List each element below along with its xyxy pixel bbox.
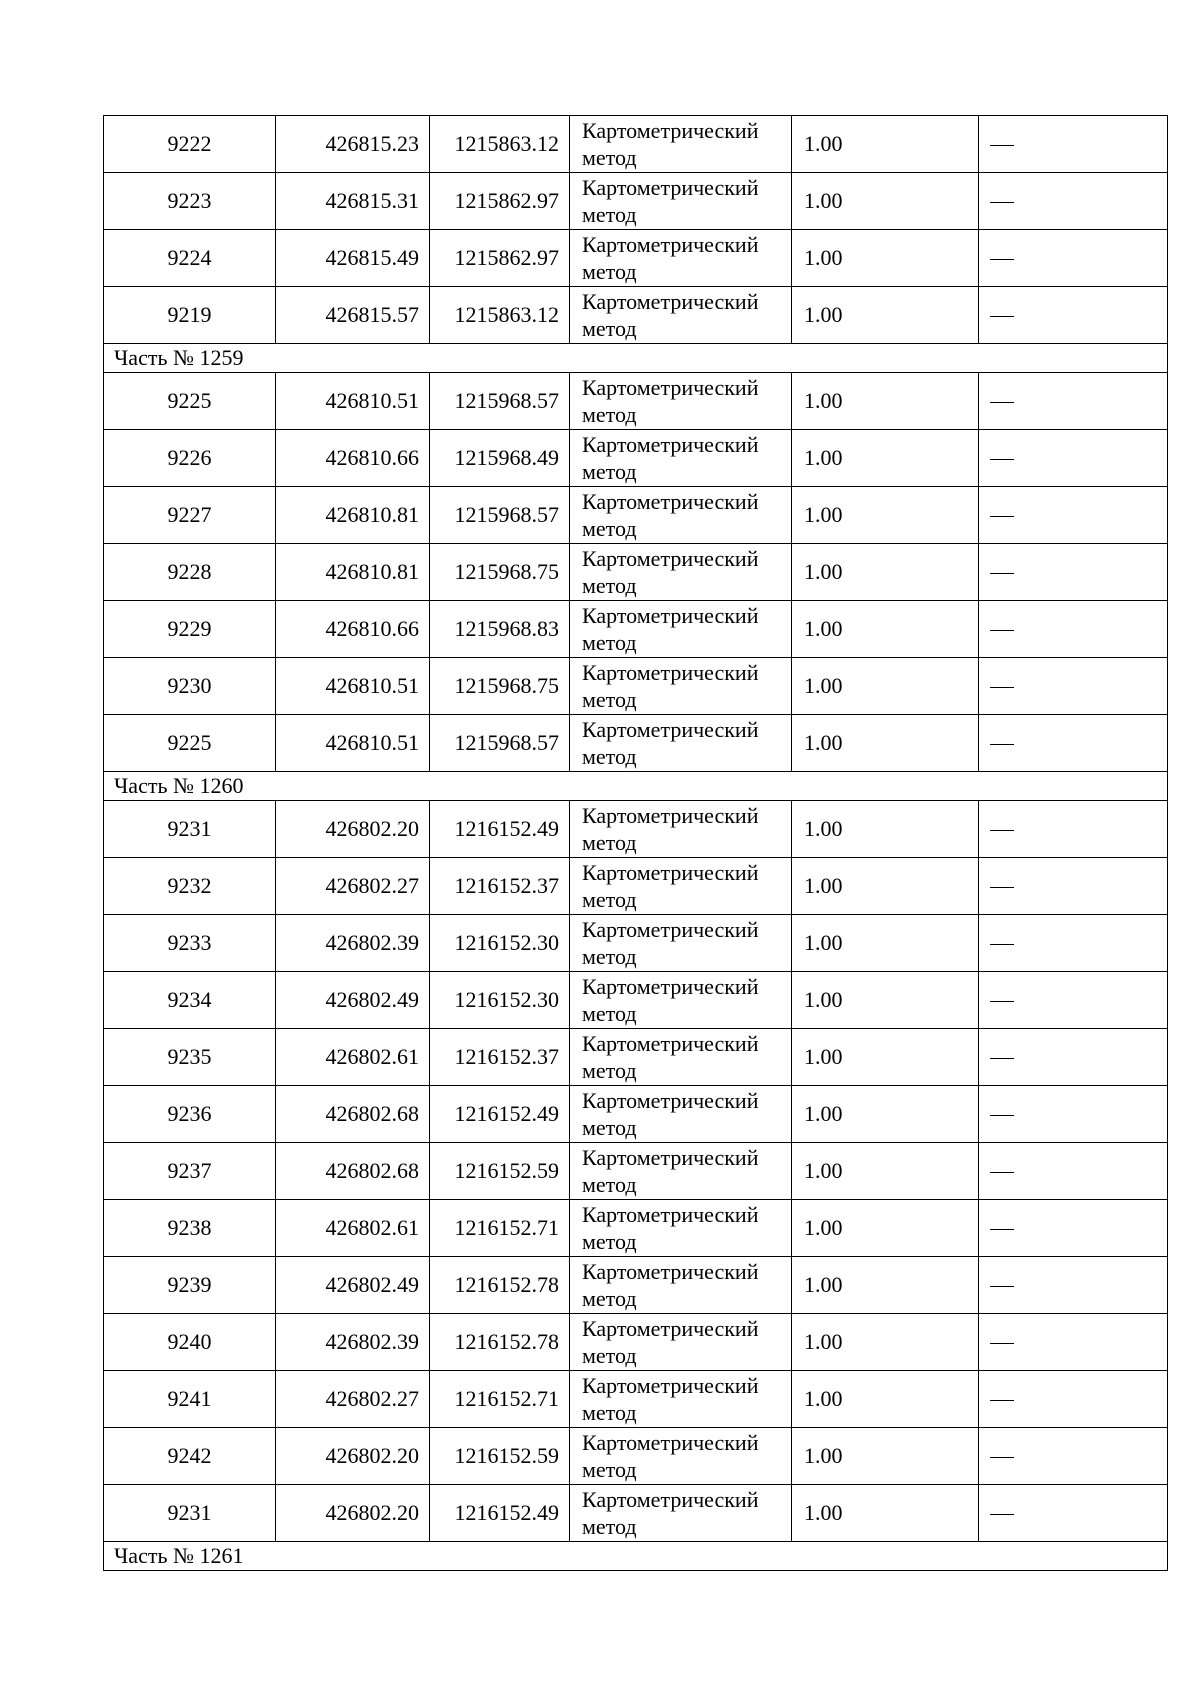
dash-mark — [990, 316, 1014, 317]
x-coordinate-cell: 426802.49 — [276, 1257, 430, 1314]
description-cell — [979, 801, 1168, 858]
dash-mark — [990, 830, 1014, 831]
description-cell — [979, 1029, 1168, 1086]
dash-mark — [990, 1286, 1014, 1287]
method-cell — [570, 1314, 792, 1371]
method-line-1: Картометрический — [582, 603, 759, 628]
dash-mark — [990, 1001, 1014, 1002]
table-row — [104, 972, 1168, 1029]
method-line-2: метод — [582, 1001, 637, 1026]
method-line-2: метод — [582, 1457, 637, 1482]
table-row — [104, 1143, 1168, 1200]
method-line-1: Картометрический — [582, 489, 759, 514]
description-cell — [979, 1200, 1168, 1257]
x-coordinate-cell: 426802.61 — [276, 1029, 430, 1086]
accuracy-cell: 1.00 — [792, 1029, 979, 1086]
accuracy-cell: 1.00 — [792, 116, 979, 173]
method-line-2: метод — [582, 316, 637, 341]
x-coordinate-cell: 426810.66 — [276, 430, 430, 487]
point-number-cell: 9232 — [104, 858, 276, 915]
description-cell — [979, 1086, 1168, 1143]
point-number-cell: 9231 — [104, 1485, 276, 1542]
method-line-1: Картометрический — [582, 974, 759, 999]
y-coordinate-cell: 1215863.12 — [430, 287, 570, 344]
table-row — [104, 1029, 1168, 1086]
table-row — [104, 373, 1168, 430]
accuracy-cell: 1.00 — [792, 373, 979, 430]
table-row — [104, 173, 1168, 230]
dash-mark — [990, 1457, 1014, 1458]
method-line-1: Картометрический — [582, 289, 759, 314]
table-row — [104, 116, 1168, 173]
description-cell — [979, 1314, 1168, 1371]
dash-mark — [990, 1229, 1014, 1230]
y-coordinate-cell: 1215968.57 — [430, 373, 570, 430]
section-label: Часть № 1260 — [104, 772, 1168, 801]
x-coordinate-cell: 426815.23 — [276, 116, 430, 173]
accuracy-cell: 1.00 — [792, 658, 979, 715]
y-coordinate-cell: 1215968.57 — [430, 487, 570, 544]
table-row — [104, 1428, 1168, 1485]
description-cell — [979, 715, 1168, 772]
method-line-2: метод — [582, 744, 637, 769]
method-cell — [570, 715, 792, 772]
description-cell — [979, 173, 1168, 230]
dash-mark — [990, 145, 1014, 146]
method-line-2: метод — [582, 630, 637, 655]
table-row — [104, 487, 1168, 544]
point-number-cell: 9223 — [104, 173, 276, 230]
point-number-cell: 9222 — [104, 116, 276, 173]
description-cell — [979, 658, 1168, 715]
table-row — [104, 287, 1168, 344]
accuracy-cell: 1.00 — [792, 601, 979, 658]
description-cell — [979, 487, 1168, 544]
point-number-cell: 9239 — [104, 1257, 276, 1314]
description-cell — [979, 915, 1168, 972]
x-coordinate-cell: 426810.81 — [276, 487, 430, 544]
point-number-cell: 9238 — [104, 1200, 276, 1257]
point-number-cell: 9225 — [104, 715, 276, 772]
method-cell — [570, 1428, 792, 1485]
dash-mark — [990, 516, 1014, 517]
y-coordinate-cell: 1216152.78 — [430, 1314, 570, 1371]
table-row — [104, 1086, 1168, 1143]
coordinates-table-body — [104, 116, 1168, 1571]
method-cell — [570, 287, 792, 344]
method-line-1: Картометрический — [582, 175, 759, 200]
y-coordinate-cell: 1216152.59 — [430, 1428, 570, 1485]
method-line-1: Картометрический — [582, 1373, 759, 1398]
method-cell — [570, 915, 792, 972]
method-line-1: Картометрический — [582, 232, 759, 257]
table-row — [104, 801, 1168, 858]
method-line-1: Картометрический — [582, 432, 759, 457]
point-number-cell: 9224 — [104, 230, 276, 287]
dash-mark — [990, 1400, 1014, 1401]
point-number-cell: 9241 — [104, 1371, 276, 1428]
method-line-1: Картометрический — [582, 1031, 759, 1056]
method-cell — [570, 230, 792, 287]
x-coordinate-cell: 426802.27 — [276, 858, 430, 915]
x-coordinate-cell: 426802.27 — [276, 1371, 430, 1428]
description-cell — [979, 1257, 1168, 1314]
y-coordinate-cell: 1216152.71 — [430, 1200, 570, 1257]
x-coordinate-cell: 426802.20 — [276, 1428, 430, 1485]
point-number-cell: 9234 — [104, 972, 276, 1029]
x-coordinate-cell: 426810.51 — [276, 715, 430, 772]
accuracy-cell: 1.00 — [792, 1314, 979, 1371]
dash-mark — [990, 1514, 1014, 1515]
y-coordinate-cell: 1215863.12 — [430, 116, 570, 173]
method-cell — [570, 1257, 792, 1314]
accuracy-cell: 1.00 — [792, 858, 979, 915]
method-cell — [570, 1143, 792, 1200]
point-number-cell: 9231 — [104, 801, 276, 858]
y-coordinate-cell: 1215968.75 — [430, 658, 570, 715]
point-number-cell: 9237 — [104, 1143, 276, 1200]
section-label: Часть № 1261 — [104, 1542, 1168, 1571]
dash-mark — [990, 202, 1014, 203]
method-line-2: метод — [582, 1229, 637, 1254]
method-cell — [570, 116, 792, 173]
table-row — [104, 915, 1168, 972]
method-line-1: Картометрический — [582, 375, 759, 400]
method-line-1: Картометрический — [582, 660, 759, 685]
description-cell — [979, 116, 1168, 173]
point-number-cell: 9230 — [104, 658, 276, 715]
method-cell — [570, 1485, 792, 1542]
dash-mark — [990, 259, 1014, 260]
accuracy-cell: 1.00 — [792, 430, 979, 487]
method-line-1: Картометрический — [582, 1487, 759, 1512]
method-line-2: метод — [582, 944, 637, 969]
method-line-1: Картометрический — [582, 803, 759, 828]
method-line-1: Картометрический — [582, 1145, 759, 1170]
method-line-1: Картометрический — [582, 1316, 759, 1341]
accuracy-cell: 1.00 — [792, 487, 979, 544]
method-line-2: метод — [582, 1115, 637, 1140]
table-row — [104, 1200, 1168, 1257]
x-coordinate-cell: 426815.49 — [276, 230, 430, 287]
dash-mark — [990, 944, 1014, 945]
table-row — [104, 658, 1168, 715]
coordinates-table — [103, 115, 1168, 1571]
point-number-cell: 9228 — [104, 544, 276, 601]
method-cell — [570, 972, 792, 1029]
y-coordinate-cell: 1215968.49 — [430, 430, 570, 487]
description-cell — [979, 287, 1168, 344]
point-number-cell: 9236 — [104, 1086, 276, 1143]
point-number-cell: 9242 — [104, 1428, 276, 1485]
description-cell — [979, 1371, 1168, 1428]
point-number-cell: 9240 — [104, 1314, 276, 1371]
y-coordinate-cell: 1215968.57 — [430, 715, 570, 772]
method-cell — [570, 801, 792, 858]
accuracy-cell: 1.00 — [792, 801, 979, 858]
x-coordinate-cell: 426815.57 — [276, 287, 430, 344]
method-cell — [570, 858, 792, 915]
method-line-2: метод — [582, 1514, 637, 1539]
point-number-cell: 9233 — [104, 915, 276, 972]
y-coordinate-cell: 1215862.97 — [430, 230, 570, 287]
table-row — [104, 858, 1168, 915]
method-cell — [570, 1371, 792, 1428]
table-row — [104, 544, 1168, 601]
accuracy-cell: 1.00 — [792, 715, 979, 772]
method-cell — [570, 1029, 792, 1086]
accuracy-cell: 1.00 — [792, 1371, 979, 1428]
accuracy-cell: 1.00 — [792, 972, 979, 1029]
description-cell — [979, 601, 1168, 658]
accuracy-cell: 1.00 — [792, 287, 979, 344]
description-cell — [979, 1143, 1168, 1200]
point-number-cell: 9226 — [104, 430, 276, 487]
dash-mark — [990, 1172, 1014, 1173]
point-number-cell: 9229 — [104, 601, 276, 658]
y-coordinate-cell: 1216152.30 — [430, 915, 570, 972]
x-coordinate-cell: 426802.20 — [276, 801, 430, 858]
section-label: Часть № 1259 — [104, 344, 1168, 373]
table-row — [104, 1314, 1168, 1371]
x-coordinate-cell: 426810.81 — [276, 544, 430, 601]
accuracy-cell: 1.00 — [792, 1257, 979, 1314]
method-line-2: метод — [582, 1058, 637, 1083]
y-coordinate-cell: 1215862.97 — [430, 173, 570, 230]
method-cell — [570, 430, 792, 487]
point-number-cell: 9219 — [104, 287, 276, 344]
x-coordinate-cell: 426802.68 — [276, 1143, 430, 1200]
table-row — [104, 1371, 1168, 1428]
accuracy-cell: 1.00 — [792, 544, 979, 601]
x-coordinate-cell: 426802.39 — [276, 1314, 430, 1371]
table-row — [104, 1257, 1168, 1314]
method-line-1: Картометрический — [582, 546, 759, 571]
y-coordinate-cell: 1216152.49 — [430, 1086, 570, 1143]
table-row — [104, 430, 1168, 487]
accuracy-cell: 1.00 — [792, 915, 979, 972]
method-cell — [570, 487, 792, 544]
method-line-2: метод — [582, 516, 637, 541]
y-coordinate-cell: 1216152.78 — [430, 1257, 570, 1314]
table-row — [104, 715, 1168, 772]
x-coordinate-cell: 426802.61 — [276, 1200, 430, 1257]
accuracy-cell: 1.00 — [792, 173, 979, 230]
accuracy-cell: 1.00 — [792, 1200, 979, 1257]
method-line-1: Картометрический — [582, 1088, 759, 1113]
accuracy-cell: 1.00 — [792, 1485, 979, 1542]
dash-mark — [990, 1343, 1014, 1344]
dash-mark — [990, 573, 1014, 574]
method-line-1: Картометрический — [582, 1202, 759, 1227]
method-line-2: метод — [582, 459, 637, 484]
dash-mark — [990, 1058, 1014, 1059]
description-cell — [979, 972, 1168, 1029]
method-cell — [570, 658, 792, 715]
method-line-1: Картометрический — [582, 860, 759, 885]
point-number-cell: 9235 — [104, 1029, 276, 1086]
method-line-1: Картометрический — [582, 118, 759, 143]
dash-mark — [990, 744, 1014, 745]
y-coordinate-cell: 1216152.49 — [430, 801, 570, 858]
method-line-2: метод — [582, 259, 637, 284]
y-coordinate-cell: 1216152.30 — [430, 972, 570, 1029]
description-cell — [979, 373, 1168, 430]
accuracy-cell: 1.00 — [792, 230, 979, 287]
y-coordinate-cell: 1216152.37 — [430, 858, 570, 915]
description-cell — [979, 430, 1168, 487]
method-cell — [570, 1200, 792, 1257]
method-cell — [570, 601, 792, 658]
method-line-2: метод — [582, 402, 637, 427]
method-line-2: метод — [582, 830, 637, 855]
accuracy-cell: 1.00 — [792, 1086, 979, 1143]
description-cell — [979, 1485, 1168, 1542]
x-coordinate-cell: 426802.39 — [276, 915, 430, 972]
point-number-cell: 9227 — [104, 487, 276, 544]
section-row — [104, 772, 1168, 801]
description-cell — [979, 544, 1168, 601]
method-cell — [570, 544, 792, 601]
method-line-2: метод — [582, 1400, 637, 1425]
method-cell — [570, 1086, 792, 1143]
x-coordinate-cell: 426810.51 — [276, 658, 430, 715]
y-coordinate-cell: 1215968.75 — [430, 544, 570, 601]
y-coordinate-cell: 1215968.83 — [430, 601, 570, 658]
x-coordinate-cell: 426802.20 — [276, 1485, 430, 1542]
dash-mark — [990, 630, 1014, 631]
table-row — [104, 1485, 1168, 1542]
y-coordinate-cell: 1216152.59 — [430, 1143, 570, 1200]
description-cell — [979, 1428, 1168, 1485]
method-line-2: метод — [582, 1286, 637, 1311]
dash-mark — [990, 1115, 1014, 1116]
method-line-1: Картометрический — [582, 917, 759, 942]
method-cell — [570, 373, 792, 430]
description-cell — [979, 858, 1168, 915]
x-coordinate-cell: 426815.31 — [276, 173, 430, 230]
method-line-1: Картометрический — [582, 1259, 759, 1284]
method-line-2: метод — [582, 687, 637, 712]
table-row — [104, 601, 1168, 658]
accuracy-cell: 1.00 — [792, 1143, 979, 1200]
method-line-2: метод — [582, 1343, 637, 1368]
dash-mark — [990, 687, 1014, 688]
method-line-2: метод — [582, 145, 637, 170]
method-line-2: метод — [582, 573, 637, 598]
description-cell — [979, 230, 1168, 287]
section-row — [104, 344, 1168, 373]
table-row — [104, 230, 1168, 287]
y-coordinate-cell: 1216152.37 — [430, 1029, 570, 1086]
method-line-2: метод — [582, 1172, 637, 1197]
method-cell — [570, 173, 792, 230]
x-coordinate-cell: 426802.49 — [276, 972, 430, 1029]
y-coordinate-cell: 1216152.71 — [430, 1371, 570, 1428]
method-line-2: метод — [582, 887, 637, 912]
x-coordinate-cell: 426810.66 — [276, 601, 430, 658]
dash-mark — [990, 459, 1014, 460]
x-coordinate-cell: 426810.51 — [276, 373, 430, 430]
method-line-1: Картометрический — [582, 717, 759, 742]
dash-mark — [990, 402, 1014, 403]
method-line-2: метод — [582, 202, 637, 227]
accuracy-cell: 1.00 — [792, 1428, 979, 1485]
section-row — [104, 1542, 1168, 1571]
dash-mark — [990, 887, 1014, 888]
method-line-1: Картометрический — [582, 1430, 759, 1455]
y-coordinate-cell: 1216152.49 — [430, 1485, 570, 1542]
x-coordinate-cell: 426802.68 — [276, 1086, 430, 1143]
point-number-cell: 9225 — [104, 373, 276, 430]
